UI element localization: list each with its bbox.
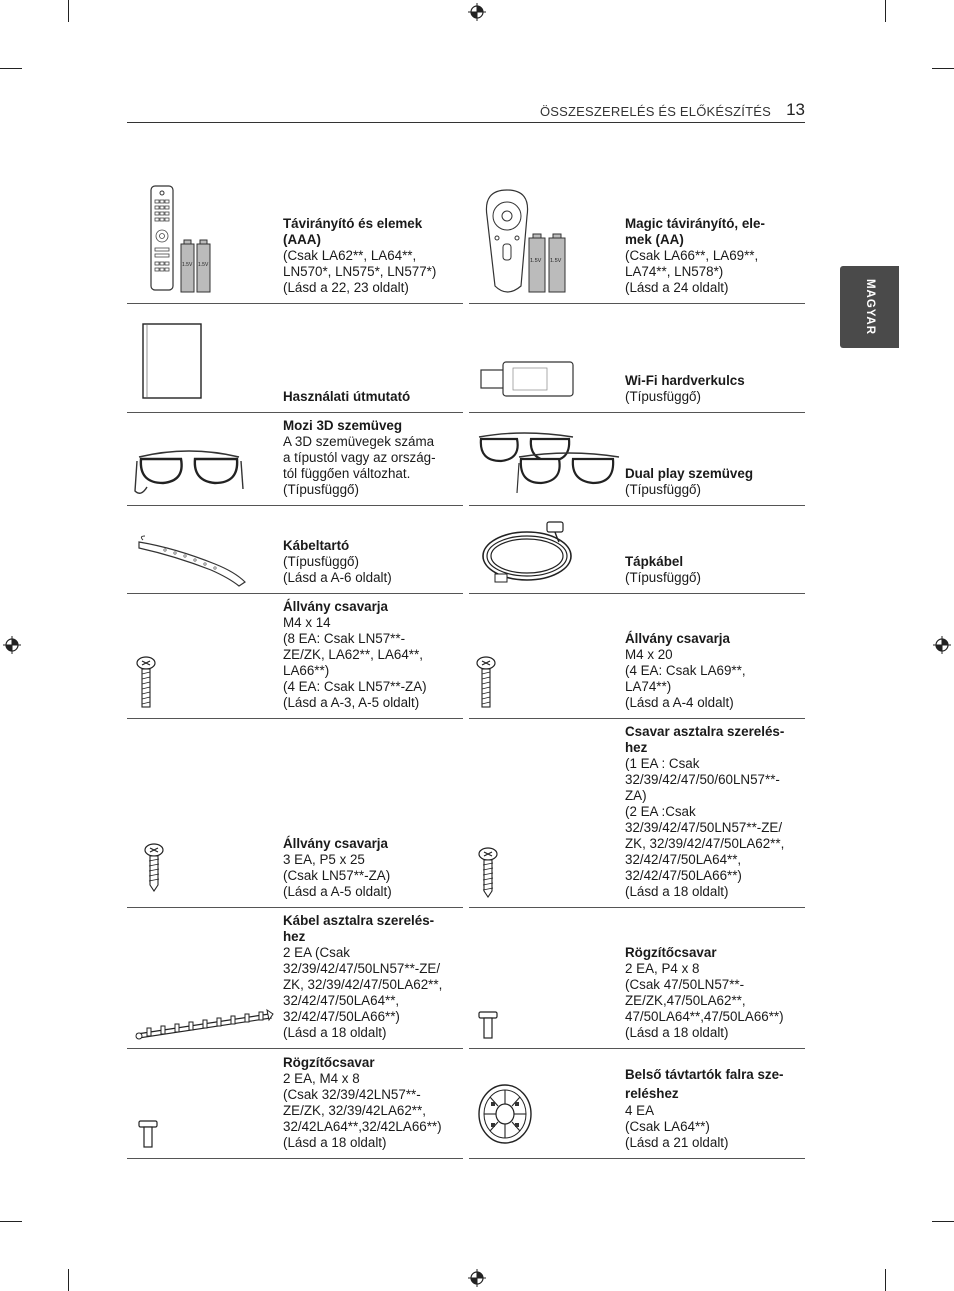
- remote-and-batteries-icon: [147, 184, 239, 296]
- item-title: Rögzítőcsavar: [625, 945, 717, 960]
- item-text: [283, 913, 461, 1041]
- item-text: [283, 389, 461, 405]
- item-desk-mount-screw: [469, 719, 805, 908]
- item-title: Állvány csavarja: [283, 599, 388, 614]
- registration-mark-icon: [933, 636, 951, 654]
- stand-screw-icon: [135, 656, 157, 710]
- crop-mark: [885, 0, 886, 22]
- wifi-dongle-icon: [477, 360, 577, 400]
- item-desk-mount-cable: [127, 908, 463, 1049]
- item-manual: [127, 304, 463, 413]
- crop-mark: [932, 1221, 954, 1222]
- item-power-cord: [469, 506, 805, 594]
- crop-mark: [885, 1269, 886, 1291]
- crop-mark: [0, 68, 22, 69]
- item-text: [625, 1065, 803, 1151]
- item-text: [625, 373, 803, 405]
- section-title: ÖSSZESZERELÉS ÉS ELŐKÉSZÍTÉS: [539, 104, 771, 119]
- item-desc: 2 EA, M4 x 8 (Csak 32/39/42LN57**- ZE/ZK, 32/39/42LA62**, 32/42LA64**,32/42LA66**) (Lásd a 18 oldalt): [283, 1071, 442, 1150]
- item-desc: (Típusfüggő) (Lásd a A-6 oldalt): [283, 554, 392, 585]
- item-magic-remote: [469, 180, 805, 304]
- item-title: Tápkábel: [625, 554, 684, 569]
- page-header: [127, 98, 805, 123]
- language-tab-label: MAGYAR: [863, 278, 876, 336]
- fixing-screw-icon: [137, 1119, 159, 1149]
- item-text: [625, 466, 803, 498]
- item-text: [283, 599, 461, 711]
- item-desc: (Típusfüggő): [625, 482, 701, 497]
- item-stand-screw-m4x14: [127, 594, 463, 719]
- item-title: Rögzítőcsavar: [283, 1055, 375, 1070]
- desk-mount-screw-icon: [477, 847, 499, 899]
- dual-play-glasses-icon: [473, 427, 623, 501]
- item-desc: 4 EA (Csak LA64**) (Lásd a 21 oldalt): [625, 1103, 729, 1150]
- item-desc: M4 x 20 (4 EA: Csak LA69**, LA74**) (Lásd a A-4 oldalt): [625, 647, 746, 710]
- fixing-screw-icon: [477, 1010, 499, 1040]
- crop-mark: [68, 1269, 69, 1291]
- item-text: [625, 724, 803, 900]
- item-title: Csavar asztalra szerelés- hez: [625, 724, 785, 755]
- item-cable-holder: [127, 506, 463, 594]
- item-wall-spacer: [469, 1049, 805, 1159]
- item-desc: (1 EA : Csak 32/39/42/47/50/60LN57**- ZA) (2 EA :Csak 32/39/42/47/50LN57**-ZE/ ZK, 32/39/42/47/50LA62**, 32/42/47/50LA64**, 32/42/47/50LA66**) (Lásd a 18 oldalt): [625, 756, 785, 899]
- item-dual-play-glasses: [469, 413, 805, 506]
- registration-mark-icon: [468, 3, 486, 21]
- item-title: Mozi 3D szemüveg: [283, 418, 403, 433]
- item-title: Távirányító és elemek (AAA): [283, 216, 423, 247]
- item-text: [625, 216, 803, 296]
- manual-book-icon: [139, 320, 205, 402]
- wall-spacer-icon: [477, 1083, 533, 1145]
- language-tab: [840, 266, 899, 348]
- item-title: Dual play szemüveg: [625, 466, 754, 481]
- item-fixing-screw-m4x8: [127, 1049, 463, 1159]
- item-title: Használati útmutató: [283, 389, 411, 404]
- 3d-glasses-icon: [133, 441, 245, 501]
- item-desc: A 3D szemüvegek száma a típustól vagy az ország- tól függően változhat. (Típusfüggő): [283, 434, 436, 497]
- item-fixing-screw-p4x8: [469, 908, 805, 1049]
- item-text: [283, 836, 461, 900]
- item-text: [283, 216, 461, 296]
- item-text: [625, 945, 803, 1041]
- svg-text:1.5V: 1.5V: [198, 262, 209, 268]
- item-title: Állvány csavarja: [283, 836, 388, 851]
- item-title: Magic távirányító, ele- mek (AA): [625, 216, 765, 247]
- item-3d-glasses: [127, 413, 463, 506]
- cable-holder-icon: [135, 534, 251, 590]
- item-desc: 3 EA, P5 x 25 (Csak LN57**-ZA) (Lásd a A-5 oldalt): [283, 852, 392, 899]
- svg-text:1.5V: 1.5V: [530, 258, 542, 264]
- power-cord-icon: [479, 518, 579, 590]
- item-title: Állvány csavarja: [625, 631, 730, 646]
- stand-screw-icon: [475, 656, 497, 710]
- item-wifi-dongle: [469, 304, 805, 413]
- item-title: Wi-Fi hardverkulcs: [625, 373, 745, 388]
- item-title: Belső távtartók falra sze- reléshez: [625, 1067, 784, 1101]
- item-desc: (Típusfüggő): [625, 389, 701, 404]
- registration-mark-icon: [3, 636, 21, 654]
- item-text: [625, 631, 803, 711]
- item-text: [283, 538, 461, 586]
- item-text: [283, 418, 461, 498]
- item-stand-screw-m4x20: [469, 594, 805, 719]
- item-title: Kábel asztalra szerelés- hez: [283, 913, 435, 944]
- item-stand-screw-p5x25: [127, 719, 463, 908]
- item-desc: 2 EA, P4 x 8 (Csak 47/50LN57**- ZE/ZK,47/50LA62**, 47/50LA64**,47/50LA66**) (Lásd a 18 oldalt): [625, 961, 784, 1040]
- item-title: Kábeltartó: [283, 538, 350, 553]
- crop-mark: [0, 1221, 22, 1222]
- item-desc: 2 EA (Csak 32/39/42/47/50LN57**-ZE/ ZK, 32/39/42/47/50LA62**, 32/42/47/50LA64**, 32/42/47/50LA66**) (Lásd a 18 oldalt): [283, 945, 443, 1040]
- crop-mark: [932, 68, 954, 69]
- svg-text:1.5V: 1.5V: [182, 262, 193, 268]
- desk-mount-cable-icon: [133, 1004, 275, 1042]
- item-desc: M4 x 14 (8 EA: Csak LN57**- ZE/ZK, LA62**, LA64**, LA66**) (4 EA: Csak LN57**-ZA) (Lásd a A-3, A-5 oldalt): [283, 615, 427, 710]
- registration-mark-icon: [468, 1269, 486, 1287]
- item-text: [625, 554, 803, 586]
- page-number: 13: [786, 100, 805, 119]
- item-desc: (Csak LA62**, LA64**, LN570*, LN575*, LN577*) (Lásd a 22, 23 oldalt): [283, 248, 437, 295]
- magic-remote-and-batteries-icon: [479, 186, 579, 298]
- svg-text:1.5V: 1.5V: [550, 258, 562, 264]
- item-remote: [127, 180, 463, 304]
- crop-mark: [68, 0, 69, 22]
- item-desc: (Típusfüggő): [625, 570, 701, 585]
- item-desc: (Csak LA66**, LA69**, LA74**, LN578*) (Lásd a 24 oldalt): [625, 248, 759, 295]
- item-text: [283, 1055, 461, 1151]
- stand-screw-icon: [143, 843, 165, 893]
